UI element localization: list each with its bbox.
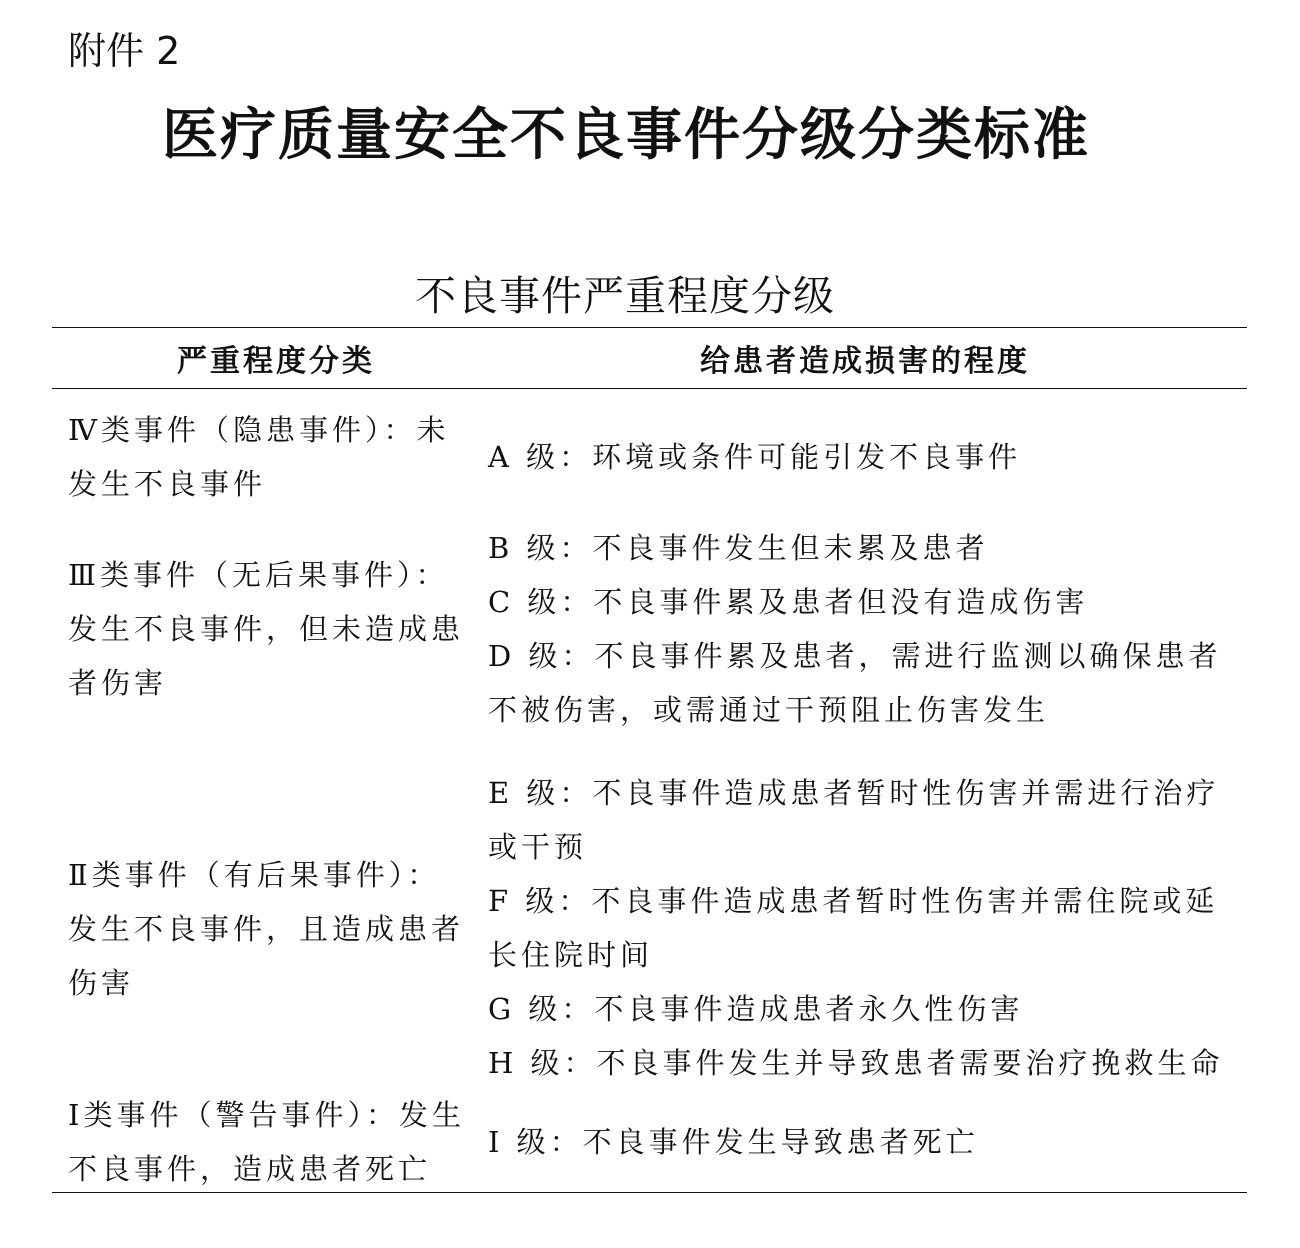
table-bottom-rule xyxy=(52,1192,1247,1193)
grade-g: G 级：不良事件造成患者永久性伤害 xyxy=(488,992,1024,1026)
table-header-rule xyxy=(52,388,1247,389)
column-header-severity-category: 严重程度分类 xyxy=(177,344,375,379)
grade-i: I 级：不良事件发生导致患者死亡 xyxy=(488,1125,979,1159)
category-iv: Ⅳ类事件（隐患事件）：未发生不良事件 xyxy=(68,413,450,501)
grade-a: A 级：环境或条件可能引发不良事件 xyxy=(488,440,1022,474)
grade-c: C 级：不良事件累及患者但没有造成伤害 xyxy=(488,585,1089,619)
grade-b: B 级：不良事件发生但未累及患者 xyxy=(488,531,989,565)
grade-e: E 级：不良事件造成患者暂时性伤害并需进行治疗或干预 xyxy=(488,776,1220,864)
attachment-label: 附件 2 xyxy=(68,29,181,73)
category-i: Ⅰ类事件（警告事件）：发生不良事件，造成患者死亡 xyxy=(68,1098,465,1186)
grade-f: F 级：不良事件造成患者暂时性伤害并需住院或延长住院时间 xyxy=(488,884,1219,972)
category-ii: Ⅱ类事件（有后果事件）：发生不良事件，且造成患者伤害 xyxy=(68,858,465,1000)
category-iii: Ⅲ类事件（无后果事件）：发生不良事件，但未造成患者伤害 xyxy=(68,558,465,700)
table-top-rule xyxy=(52,327,1247,328)
column-header-harm-degree: 给患者造成损害的程度 xyxy=(700,344,1030,379)
table-title: 不良事件严重程度分级 xyxy=(415,272,835,320)
grade-d: D 级：不良事件累及患者，需进行监测以确保患者不被伤害，或需通过干预阻止伤害发生 xyxy=(488,639,1222,727)
document-title: 医疗质量安全不良事件分级分类标准 xyxy=(162,103,1090,168)
grade-h: H 级：不良事件发生并导致患者需要治疗挽救生命 xyxy=(488,1046,1224,1080)
